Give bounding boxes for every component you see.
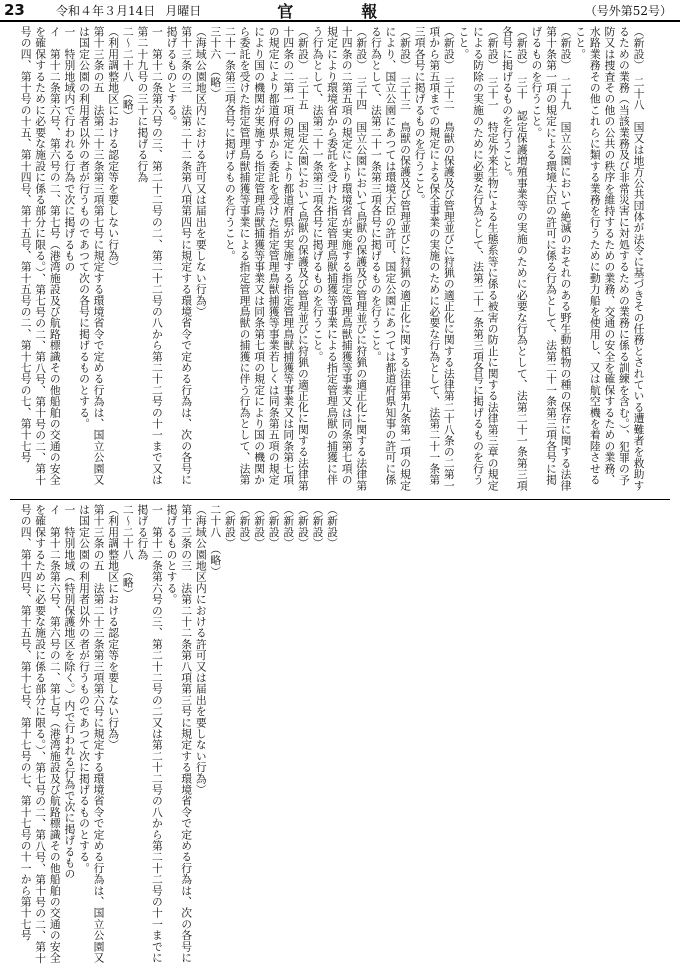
current-text-panel bbox=[18, 504, 670, 974]
paragraph: 一 特別地域（特別保護地区を除く。）内で行われる行為で次に掲げるもの bbox=[63, 504, 77, 880]
paragraph: （利用調整地区における認定等を要しない行為） bbox=[107, 26, 121, 273]
page-number: 23 bbox=[4, 1, 25, 19]
paragraph: （新設） bbox=[296, 504, 310, 549]
paragraph: （新設） bbox=[267, 504, 281, 549]
paragraph: （新設） 三十二 鳥獣の保護及び管理並びに狩猟の適正化に関する法律第二十八条の二第一項から第五項までの規定による保全事業の実施のために必要な行為として、法第二十一条第三項各号に掲げるものを行うこと。 bbox=[413, 26, 456, 491]
paragraph: （新設） 二十八 国又は地方公共団体が法令に基づきその任務とされている遭難者を救助するための業務（当該業務及び非常災害に対処するための業務に係る訓練を含む。）、犯罪の予防又は捜査その他の公共の秩序を維持するための業務、交通の安全を確保するための業務、水路業務その他これらに類する業務を行うために動力船を使用し、又は航空機を着陸させること。 bbox=[574, 26, 646, 491]
paragraph: （新設） 三十三 鳥獣の保護及び管理並びに狩猟の適正化に関する法律第九条第一項の規定により、国立公園にあつては環境大臣の許可、国定公園にあつては都道府県知事の許可に係る行為として、法第二十一条第三項各号に掲げるものを行うこと。 bbox=[369, 26, 413, 491]
paragraph: （新設） bbox=[223, 504, 237, 549]
paragraph: （海域公園地区内における許可又は届出を要しない行為） bbox=[194, 26, 208, 318]
paragraph: （新設） bbox=[282, 504, 296, 549]
paragraph: （新設） bbox=[253, 504, 267, 549]
paragraph: （新設） 二十九 国立公園において絶滅のおそれのある野生動植物の種の保存に関する法律第十条第一項の規定による環境大臣の許可に係る行為として、法第二十一条第三項各号に掲げるものを行うこと。 bbox=[530, 26, 573, 491]
paragraph: 第十三条の三 法第二十二条第八項第三号に規定する環境省令で定める行為は、次の各号に掲げるものとする。 bbox=[165, 504, 194, 964]
issue-number: （号外第52号） bbox=[584, 3, 672, 18]
paragraph: （新設） 三十四 国立公園において鳥獣の保護及び管理並びに狩猟の適正化に関する法律第十四条の二第五項の規定により環境省が実施する指定管理鳥獣捕獲等事業又は同条第七項の規定により環境省から委託を受けた指定管理鳥獣捕獲等事業による指定管理鳥獣の捕獲に伴う行為として、法第二十一条第三項各号に掲げるものを行うこと。 bbox=[311, 26, 369, 491]
issue-date: 令和４年３月14日 bbox=[56, 3, 156, 18]
revised-text-panel bbox=[18, 26, 670, 496]
gazette-title: 官 報 bbox=[277, 1, 404, 21]
paragraph: イ 第十二条第六号、第六号の二、第七号（港湾施設及び航路標識その他船舶の交通の安全を確保するために必要な施設に係る部分に限る。）、第七号の二、第八号、第十号の二、第十号の四、第十四号、第十五号、第十七号、第十七号の七、第十七号の十一から第十七号 bbox=[19, 504, 62, 964]
paragraph: （新設） 三十一 特定外来生物による生態系等に係る被害の防止に関する法律第三章の規定による防除の実施のために必要な行為として、法第二十一条第三項各号に掲げるものを行うこと。 bbox=[457, 26, 500, 491]
paragraph: （新設） bbox=[238, 504, 252, 549]
paragraph: （新設） 三十 認定保護増殖事業等の実施のために必要な行為として、法第二十一条第三項各号に掲げるものを行うこと。 bbox=[501, 26, 529, 491]
paragraph: 三十六 （略） bbox=[209, 26, 223, 99]
panel-divider bbox=[10, 499, 670, 500]
paragraph: 一 第十二条第六号の三、第二十二号の二又は第二十二号の八から第二十二号の十一までに掲げる行為 bbox=[136, 504, 164, 964]
paragraph: （新設） 三十五 国定公園において鳥獣の保護及び管理並びに狩猟の適正化に関する法律第十四条の二第一項の規定により都道府県が実施する指定管理鳥獣捕獲等事業又は同条第七項の規定により都道府県から委託を受けた指定管理鳥獣捕獲等事業若しくは同条第五項の規定により国の機関が実施する指定管理鳥獣捕獲等事業又は同条第七項の規定により国の機関から委託を受けた指定管理鳥獣捕獲等事業による指定管理鳥獣の捕獲に伴う行為として、法第二十一条第三項各号に掲げるものを行うこと。 bbox=[223, 26, 310, 491]
current-text bbox=[18, 504, 339, 974]
paragraph: （新設） bbox=[311, 504, 325, 549]
page-header bbox=[0, 0, 680, 22]
paragraph: 第十三条の三 法第二十二条第八項第四号に規定する環境省令で定める行為は、次の各号に掲げるものとする。 bbox=[165, 26, 194, 486]
paragraph: イ 第十二条第六号、第六号の二、第七号（港湾施設及び航路標識その他船舶の交通の安全を確保するために必要な施設に係る部分に限る。）、第七号の二、第八号、第十号の二、第十号の四、第十号の十五、第十四号、第十五号、第十五号の二、第十七号の七、第十七号 bbox=[19, 26, 62, 486]
paragraph: （利用調整地区における認定等を要しない行為） bbox=[107, 504, 121, 751]
paragraph: （新設） bbox=[326, 504, 340, 549]
weekday: 月曜日 bbox=[165, 3, 202, 18]
paragraph: 第十三条の五 法第二十三条第三項第六号に規定する環境省令で定める行為は、国立公園又は国定公園の利用者以外の者が行うものであつて次に掲げるものとする。 bbox=[77, 504, 106, 964]
paragraph: 一 第十二条第六号の三、第二十二号の二、第二十二号の八から第二十二号の十一まで又は第二十九号の三十に掲げる行為 bbox=[136, 26, 164, 486]
paragraph: 二～二十八 （略） bbox=[121, 504, 135, 600]
revised-text bbox=[18, 26, 646, 496]
paragraph: （海域公園地区内における許可又は届出を要しない行為） bbox=[194, 504, 208, 796]
paragraph: 一 特別地域内で行われる行為で次に掲げるもの bbox=[63, 26, 77, 273]
paragraph: 二十八 （略） bbox=[209, 504, 223, 577]
paragraph: 二～二十八 （略） bbox=[121, 26, 135, 122]
paragraph: 第十三条の五 法第二十三条第三項第七号に規定する環境省令で定める行為は、国立公園又は国定公園の利用者以外の者が行うものであつて次の各号に掲げるものとする。 bbox=[77, 26, 106, 486]
